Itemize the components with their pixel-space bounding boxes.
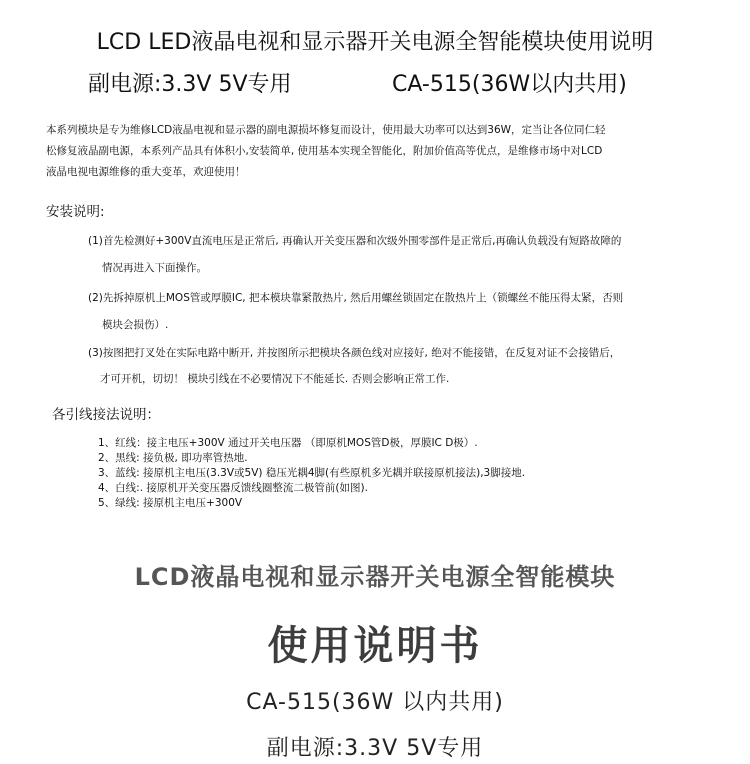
- banner-manual-title: 使用说明书: [267, 623, 483, 669]
- intro-paragraph: [46, 120, 706, 183]
- page-title: LCD LED液晶电视和显示器开关电源全智能模块使用说明: [96, 30, 654, 55]
- install-step-3-cont: 才可开机，切切！ 模块引线在不必要情况下不能延长. 否则会影响正常工作.: [100, 373, 450, 385]
- subtitle-voltage: 副电源:3.3V 5V专用: [88, 72, 292, 97]
- install-step-1: (1)首先检测好+300V直流电压是正常后, 再确认开关变压器和次级外围零部件是正常后,再确认负载没有短路故障的: [88, 235, 622, 247]
- wiring-item: 1、红线：接主电压+300V 通过开关电压器 （即原机MOS管D极，厚膜IC D极）.: [98, 437, 478, 449]
- wiring-list: [98, 436, 525, 511]
- wiring-item: 2、黑线: 接负极, 即功率管热地.: [98, 452, 248, 464]
- intro-line: 松修复液晶副电源，本系列产品具有体积小,安装简单, 使用基本实现全智能化，附加价值高等优点，是维修市场中对LCD: [46, 145, 603, 157]
- wiring-item: 4、白线:. 接原机开关变压器反馈线圈整流二极管前(如图).: [98, 482, 368, 494]
- banner-product-line: LCD液晶电视和显示器开关电源全智能模块: [134, 563, 616, 591]
- install-step-3: (3)按图把打叉处在实际电路中断开, 并按图所示把模块各颜色线对应接好, 绝对不能接错，在反复对证不会接错后，: [88, 347, 621, 359]
- install-heading: 安装说明:: [46, 204, 105, 220]
- wiring-item: 5、绿线: 接原机主电压+300V: [98, 497, 243, 509]
- install-step-2: (2)先拆掉原机上MOS管或厚膜IC, 把本模块靠紧散热片, 然后用螺丝锁固定在散热片上（锁螺丝不能压得太紧，否则: [88, 292, 624, 304]
- install-step-2-cont: 模块会损伤）.: [102, 319, 169, 331]
- banner-model: CA-515(36W 以内共用): [246, 690, 504, 715]
- wiring-item: 3、蓝线: 接原机主电压(3.3V或5V) 稳压光耦4脚(有些原机多光耦并联接原机接法),3脚接地.: [98, 467, 526, 479]
- intro-line: 本系列模块是专为维修LCD液晶电视和显示器的副电源损坏修复而设计，使用最大功率可以达到36W，定当让各位同仁轻: [46, 124, 606, 136]
- intro-line: 液晶电视电源维修的重大变革，欢迎使用！: [46, 166, 246, 178]
- install-step-1-cont: 情况再进入下面操作。: [102, 262, 207, 274]
- wiring-heading: 各引线接法说明：: [52, 407, 160, 423]
- subtitle-model: CA-515(36W以内共用): [392, 72, 627, 97]
- banner-voltage: 副电源:3.3V 5V专用: [266, 736, 484, 761]
